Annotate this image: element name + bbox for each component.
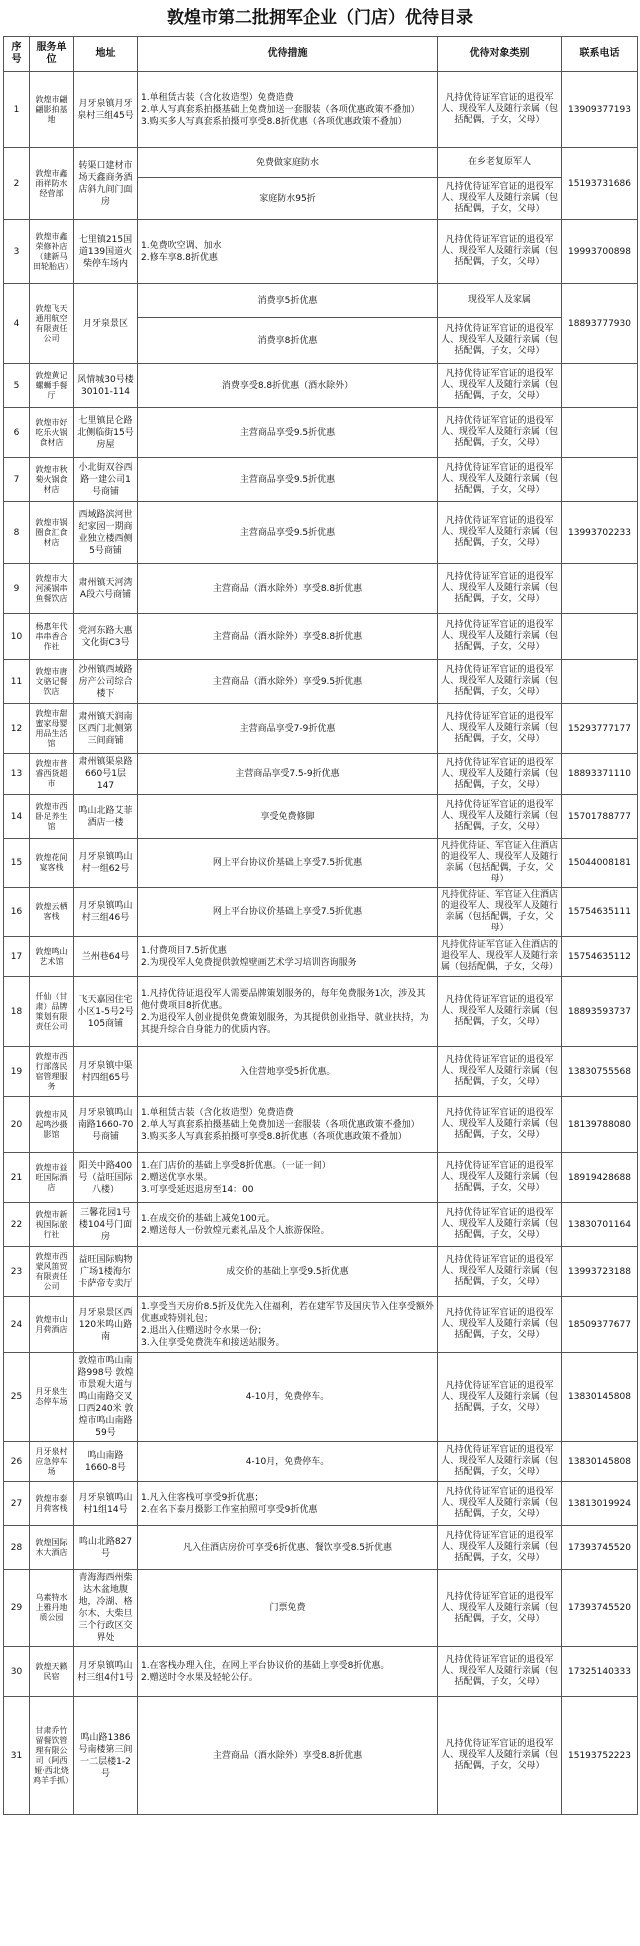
row-unit: 敦煌市西卧足养生馆: [30, 795, 74, 839]
table-row: [4, 220, 638, 284]
row-unit: 敦煌市西蒙风笛贸有限责任公司: [30, 1247, 74, 1297]
benefit-line: 主营商品（酒水除外）享受8.8折优惠: [212, 631, 363, 642]
row-benefits: [138, 704, 438, 754]
row-address: 益旺国际购物广场1楼海尔卡萨帝专卖厅: [74, 1247, 138, 1297]
table-row: [4, 1482, 638, 1526]
row-address: 沙州镇西域路房产公司综合楼下: [74, 660, 138, 704]
row-address: 肃州镇天河湾A段六号商铺: [74, 564, 138, 614]
table-row: [4, 1047, 638, 1097]
benefit-line: 主营商品享受9.5折优惠: [239, 427, 336, 438]
row-targets: 凡持优待证军官证的退役军人、现役军人及随行亲属（包括配偶，子女，父母）: [438, 1647, 562, 1697]
row-targets: 凡持优待证军官证的退役军人、现役军人及随行亲属（包括配偶，子女，父母）: [438, 1153, 562, 1203]
row-phone: 17325140333: [562, 1647, 638, 1697]
benefit-line: 2.为退役军人创业提供免费策划服务，为其提供创业指导、就业扶持，为其提升综合自身能力的优质内容。: [141, 1012, 429, 1035]
row-unit: 敦煌市普睿西货超市: [30, 754, 74, 795]
header-targets: 优待对象类别: [438, 37, 562, 72]
row-address: 三馨花园1号楼104号门面房: [74, 1203, 138, 1247]
row-address: 青海海西州柴达木盆地腹地，冷湖、格尔木、大柴旦三个行政区交界处: [74, 1570, 138, 1647]
row-unit: 敦煌市风起鸣沙摄影馆: [30, 1097, 74, 1153]
row-address: 阳关中路400号（益旺国际八楼）: [74, 1153, 138, 1203]
row-seq: 27: [4, 1482, 30, 1526]
benefit-line: 网上平台协议价基础上享受7.5折优惠: [212, 907, 363, 917]
row-benefits: [138, 839, 438, 888]
row-phone: 15044008181: [562, 839, 638, 888]
row-targets: 凡持优待证军官证的退役军人、现役军人及随行亲属（包括配偶，子女，父母）: [438, 1247, 562, 1297]
row-address: 肃州镇渠泉路660号1层147: [74, 754, 138, 795]
row-unit: 敦煌市好吃乐火锅食材店: [30, 408, 74, 458]
table-row: [4, 839, 638, 888]
row-targets: 凡持优待证军官证的退役军人、现役军人及随行亲属（包括配偶，子女，父母）: [438, 502, 562, 564]
benefit-line: 2.在名下泰月摄影工作室拍照可享受9折优惠: [141, 1504, 318, 1515]
row-phone: 17393745520: [562, 1526, 638, 1570]
benefit-line: 1.凡持优待证退役军人需要品牌策划服务的，每年免费服务1次，涉及其他付费项目8折优惠。: [141, 988, 426, 1011]
row-benefits: [138, 1697, 438, 1815]
row-benefits: [138, 1047, 438, 1097]
row-phone: 13830701164: [562, 1203, 638, 1247]
row-benefits: [138, 795, 438, 839]
row-benefits: [138, 364, 438, 408]
row-targets: 现役军人及家属: [438, 284, 562, 318]
benefit-line: 网上平台协议价基础上享受7.5折优惠: [212, 858, 363, 868]
row-targets: 凡持优待证军官证的退役军人、现役军人及随行亲属（包括配偶，子女，父母）: [438, 795, 562, 839]
row-targets: 凡持优待证军官证的退役军人、现役军人及随行亲属（包括配偶，子女，父母）: [438, 704, 562, 754]
benefit-line: 1.单租赁古装（含化妆造型）免费造费: [141, 1107, 294, 1118]
row-benefits: [138, 977, 438, 1047]
benefit-line: 消费享受8.8折优惠（酒水除外）: [221, 380, 354, 391]
row-unit: 敦煌市秋菊火锅食材店: [30, 458, 74, 502]
row-targets: 凡持优待证军官证的退役军人、现役军人及随行亲属（包括配偶，子女，父母）: [438, 1203, 562, 1247]
row-seq: 26: [4, 1442, 30, 1482]
row-targets: 凡持优待证军官证的退役军人、现役军人及随行亲属（包括配偶，子女，父母）: [438, 72, 562, 148]
row-address: 月牙泉镇鸣山南路1660-70号商铺: [74, 1097, 138, 1153]
benefit-line: 3.可享受延迟退房至14：00: [141, 1184, 254, 1195]
table-row: [4, 977, 638, 1047]
benefit-line: 成交价的基础上享受9.5折优惠: [226, 1266, 349, 1277]
row-address: 鸣山北路艾菲酒店一楼: [74, 795, 138, 839]
table-row: [4, 1442, 638, 1482]
row-unit: 敦煌黄记螺蛳手餐厅: [30, 364, 74, 408]
benefit-line: 凡入住酒店房价可享受6折优惠、餐饮享受8.5折优惠: [182, 1542, 393, 1553]
benefit-line: 4-10月，免费停车。: [245, 1456, 330, 1467]
row-seq: 5: [4, 364, 30, 408]
row-phone: 18893593737: [562, 977, 638, 1047]
table-row: [4, 72, 638, 148]
row-unit: 敦煌市鑫雨祥防水经营部: [30, 148, 74, 220]
row-phone: [562, 458, 638, 502]
benefit-line: 1.免费吹空调、加水: [141, 240, 222, 251]
row-targets: 凡持优待证军官证的退役军人、现役军人及随行亲属（包括配偶，子女，父母）: [438, 1570, 562, 1647]
row-address: 月牙泉镇月牙泉村三组45号: [74, 72, 138, 148]
row-seq: 21: [4, 1153, 30, 1203]
row-targets: 凡持优待证军官证的退役军人、现役军人及随行亲属（包括配偶，子女，父母）: [438, 564, 562, 614]
row-unit: 仟仙（甘肃）品牌策划有限责任公司: [30, 977, 74, 1047]
benefit-line: 主营商品（酒水除外）享受8.8折优惠: [212, 1750, 363, 1761]
header-unit: 服务单位: [30, 37, 74, 72]
row-unit: 敦煌鸣山艺术馆: [30, 937, 74, 977]
row-benefits: [138, 1647, 438, 1697]
row-seq: 6: [4, 408, 30, 458]
row-benefits: [138, 1442, 438, 1482]
row-phone: 13830145808: [562, 1442, 638, 1482]
row-benefits: [138, 1482, 438, 1526]
row-address: 七里镇昆仑路北侧临街15号房屋: [74, 408, 138, 458]
row-seq: 12: [4, 704, 30, 754]
row-address: 小北街双谷西路一建公司1号商铺: [74, 458, 138, 502]
row-seq: 1: [4, 72, 30, 148]
row-phone: [562, 364, 638, 408]
row-targets: 凡持优待证、军官证入住酒店的退役军人、现役军人及随行亲属（包括配偶，子女，父母）: [438, 839, 562, 888]
row-targets: 凡持优待证军官证的退役军人、现役军人及随行亲属（包括配偶，子女，父母）: [438, 977, 562, 1047]
row-seq: 29: [4, 1570, 30, 1647]
row-phone: 13993723188: [562, 1247, 638, 1297]
table-row: [4, 1247, 638, 1297]
row-benefits: [138, 220, 438, 284]
row-seq: 31: [4, 1697, 30, 1815]
row-phone: 18509377677: [562, 1297, 638, 1353]
row-targets: 凡持优待证军官证的退役军人、现役军人及随行亲属（包括配偶，子女，父母）: [438, 178, 562, 220]
table-row: [4, 614, 638, 660]
row-benefits: 消费享8折优惠: [138, 318, 438, 364]
row-address: 飞天嘉园住宅小区1-5号2号105商铺: [74, 977, 138, 1047]
table-row: [4, 458, 638, 502]
benefit-line: 2.退出入住赠送时令水果一份；: [141, 1325, 267, 1336]
row-phone: 18893371110: [562, 754, 638, 795]
row-targets: 凡持优待证军官证的退役军人、现役军人及随行亲属（包括配偶，子女，父母）: [438, 1442, 562, 1482]
row-benefits: [138, 502, 438, 564]
row-phone: [562, 408, 638, 458]
row-address: 月牙泉景区西120米鸣山路南: [74, 1297, 138, 1353]
row-benefits: 消费享5折优惠: [138, 284, 438, 318]
header-benefits: 优待措施: [138, 37, 438, 72]
benefit-line: 享受免费修脚: [260, 811, 315, 822]
row-targets: 凡持优待证军官证的退役军人、现役军人及随行亲属（包括配偶，子女，父母）: [438, 458, 562, 502]
row-seq: 10: [4, 614, 30, 660]
row-phone: 15193731686: [562, 148, 638, 220]
row-phone: 18919428688: [562, 1153, 638, 1203]
row-phone: 15754635112: [562, 937, 638, 977]
row-address: 七里镇215国道139国道火柴停车场内: [74, 220, 138, 284]
row-unit: 月牙泉村应急停车场: [30, 1442, 74, 1482]
row-address: 敦煌市鸣山南路998号 敦煌市景观大道与鸣山南路交叉口西240米 敦煌市鸣山南路59号: [74, 1353, 138, 1442]
row-address: 月牙泉镇鸣山村三组46号: [74, 888, 138, 937]
benefit-line: 主营商品享受7-9折优惠: [239, 723, 336, 734]
benefit-line: 2.赠送每人一份敦煌元素礼品及个人旅游保险。: [141, 1225, 330, 1236]
row-benefits: [138, 1297, 438, 1353]
benefit-line: 门票免费: [269, 1603, 306, 1613]
row-targets: 凡持优待证军官证的退役军人、现役军人及随行亲属（包括配偶，子女，父母）: [438, 364, 562, 408]
row-phone: 18893777930: [562, 284, 638, 364]
table-row: [4, 1097, 638, 1153]
table-row: [4, 937, 638, 977]
row-targets: 凡持优待证军官证的退役军人、现役军人及随行亲属（包括配偶，子女，父母）: [438, 1047, 562, 1097]
table-row: [4, 1297, 638, 1353]
row-seq: 2: [4, 148, 30, 220]
benefit-line: 主营商品（酒水除外）享受9.5折优惠: [212, 676, 363, 687]
benefit-line: 1.享受当天房价8.5折及优先入住福利，若在建军节及国庆节入住享受额外优惠或特别礼包；: [141, 1301, 434, 1324]
benefit-line: 2.赠送优享水果。: [141, 1172, 213, 1183]
row-address: 转渠口建材市场天鑫商务酒店斜九间门面房: [74, 148, 138, 220]
row-seq: 13: [4, 754, 30, 795]
row-address: 鸣山北路827号: [74, 1526, 138, 1570]
row-phone: 13993702233: [562, 502, 638, 564]
row-unit: 杨惠年代串串香合作社: [30, 614, 74, 660]
header-seq: 序号: [4, 37, 30, 72]
row-seq: 14: [4, 795, 30, 839]
row-seq: 4: [4, 284, 30, 364]
row-address: 月牙泉镇鸣山村三组4付1号: [74, 1647, 138, 1697]
row-benefits: [138, 1247, 438, 1297]
row-address: 兰州巷64号: [74, 937, 138, 977]
row-targets: 凡持优待证军官证的退役军人、现役军人及随行亲属（包括配偶，子女，父母）: [438, 408, 562, 458]
benefit-line: 主营商品享受9.5折优惠: [239, 527, 336, 538]
row-phone: 13909377193: [562, 72, 638, 148]
row-benefits: [138, 564, 438, 614]
row-address: 鸣山南路1660-8号: [74, 1442, 138, 1482]
benefit-line: 1.在客栈办理入住，在网上平台协议价的基础上享受8折优惠。: [141, 1660, 390, 1671]
row-seq: 9: [4, 564, 30, 614]
row-unit: 乌素特水上雅丹地质公园: [30, 1570, 74, 1647]
row-targets: 凡持优待证军官证的退役军人、现役军人及随行亲属（包括配偶，子女，父母）: [438, 1697, 562, 1815]
table-row: [4, 1570, 638, 1647]
table-row: [4, 148, 638, 178]
table-row: [4, 795, 638, 839]
row-benefits: [138, 72, 438, 148]
row-seq: 20: [4, 1097, 30, 1153]
row-unit: 敦煌市唐文骆记餐饮店: [30, 660, 74, 704]
row-seq: 11: [4, 660, 30, 704]
row-seq: 17: [4, 937, 30, 977]
row-unit: 敦煌市泰月荷客栈: [30, 1482, 74, 1526]
row-targets: 凡持优待证军官证的退役军人、现役军人及随行亲属（包括配偶，子女，父母）: [438, 1353, 562, 1442]
row-unit: 敦煌天籁民宿: [30, 1647, 74, 1697]
row-unit: 敦煌飞天通用航空有限责任公司: [30, 284, 74, 364]
row-seq: 8: [4, 502, 30, 564]
benefit-line: 4-10月，免费停车。: [245, 1392, 330, 1402]
row-targets: 凡持优待证军官证的退役军人、现役军人及随行亲属（包括配偶，子女，父母）: [438, 1526, 562, 1570]
row-benefits: [138, 1097, 438, 1153]
table-row: [4, 408, 638, 458]
row-unit: 敦煌市新视国际旅行社: [30, 1203, 74, 1247]
row-benefits: [138, 1570, 438, 1647]
row-seq: 18: [4, 977, 30, 1047]
table-row: [4, 888, 638, 937]
table-row: [4, 564, 638, 614]
row-benefits: [138, 458, 438, 502]
benefit-line: 1.在门店价的基础上享受8折优惠。（一证一间）: [141, 1160, 331, 1171]
row-phone: 15193752223: [562, 1697, 638, 1815]
row-address: 西域路滨河世纪家园一期商业独立楼西侧5号商铺: [74, 502, 138, 564]
header-phone: 联系电话: [562, 37, 638, 72]
row-address: 风情城30号楼30101-114: [74, 364, 138, 408]
table-row: [4, 364, 638, 408]
row-seq: 7: [4, 458, 30, 502]
row-benefits: [138, 1203, 438, 1247]
row-targets: 凡持优待证军官证的退役军人、现役军人及随行亲属（包括配偶，子女，父母）: [438, 318, 562, 364]
row-unit: 敦煌市西行部落民宿管理服务: [30, 1047, 74, 1097]
table-row: [4, 1153, 638, 1203]
row-targets: 凡持优待证军官证的退役军人、现役军人及随行亲属（包括配偶，子女，父母）: [438, 220, 562, 284]
row-seq: 24: [4, 1297, 30, 1353]
row-phone: 15754635111: [562, 888, 638, 937]
row-unit: 敦煌市山月荷酒店: [30, 1297, 74, 1353]
row-phone: [562, 614, 638, 660]
row-targets: 凡持优待证军官证的退役军人、现役军人及随行亲属（包括配偶，子女，父母）: [438, 614, 562, 660]
row-phone: 13813019924: [562, 1482, 638, 1526]
row-benefits: [138, 754, 438, 795]
row-phone: 15293777177: [562, 704, 638, 754]
row-targets: 凡持优待证军官证入住酒店的退役军人、现役军人及随行亲属（包括配偶，子女，父母）: [438, 937, 562, 977]
row-unit: 甘肃乔竹留餐饮管理有限公司（阿西娅·西北烧鸡羊手抓）: [30, 1697, 74, 1815]
table-header-row: [4, 37, 638, 72]
row-unit: 敦煌市翩翩影拍基地: [30, 72, 74, 148]
row-phone: [562, 660, 638, 704]
benefit-line: 3.购买多人写真套系拍摄可享受8.8折优惠（各项优惠政策不叠加）: [141, 1131, 407, 1142]
row-targets: 凡持优待证军官证的退役军人、现役军人及随行亲属（包括配偶，子女，父母）: [438, 1297, 562, 1353]
row-targets: 凡持优待证军官证的退役军人、现役军人及随行亲属（包括配偶，子女，父母）: [438, 660, 562, 704]
row-unit: 敦煌市大河溪锅串鱼餐饮店: [30, 564, 74, 614]
row-benefits: [138, 937, 438, 977]
benefit-line: 1.单租赁古装（含化妆造型）免费造费: [141, 92, 294, 103]
row-seq: 19: [4, 1047, 30, 1097]
row-unit: 敦煌云栖客栈: [30, 888, 74, 937]
row-phone: [562, 564, 638, 614]
row-targets: 凡持优待证军官证的退役军人、现役军人及随行亲属（包括配偶，子女，父母）: [438, 754, 562, 795]
row-targets: 凡持优待证军官证的退役军人、现役军人及随行亲属（包括配偶，子女，父母）: [438, 1482, 562, 1526]
benefit-line: 1.凡入住客栈可享受9折优惠；: [141, 1492, 264, 1503]
table-row: [4, 1647, 638, 1697]
header-address: 地址: [74, 37, 138, 72]
row-benefits: 免费做家庭防水: [138, 148, 438, 178]
row-unit: 敦煌市甜蜜家母婴用品生活馆: [30, 704, 74, 754]
row-targets: 凡持优待证、军官证入住酒店的退役军人、现役军人及随行亲属（包括配偶，子女，父母）: [438, 888, 562, 937]
benefit-line: 主营商品享受9.5折优惠: [239, 474, 336, 485]
row-address: 鸣山路1386号南楼第三间一二层楼1-2号: [74, 1697, 138, 1815]
table-row: [4, 1353, 638, 1442]
benefit-line: 主营商品享受7.5-9折优惠: [235, 769, 340, 779]
benefit-line: 2.赠送时令水果及轻轮公仔。: [141, 1672, 258, 1683]
row-seq: 28: [4, 1526, 30, 1570]
benefit-line: 入住营地享受5折优惠。: [239, 1066, 336, 1077]
row-address: 党河东路大惠文化街C3号: [74, 614, 138, 660]
row-seq: 16: [4, 888, 30, 937]
row-unit: 月牙泉生态停车场: [30, 1353, 74, 1442]
row-unit: 敦煌市益旺国际酒店: [30, 1153, 74, 1203]
benefit-line: 2.单人写真套系拍摄基础上免费加送一套服装（各项优惠政策不叠加）: [141, 104, 420, 115]
row-benefits: [138, 1353, 438, 1442]
benefit-line: 3.购买多人写真套系拍摄可享受8.8折优惠（各项优惠政策不叠加）: [141, 116, 407, 127]
row-benefits: [138, 888, 438, 937]
row-seq: 25: [4, 1353, 30, 1442]
row-phone: 19993700898: [562, 220, 638, 284]
row-address: 月牙泉镇鸣山村1组14号: [74, 1482, 138, 1526]
row-targets: 凡持优待证军官证的退役军人、现役军人及随行亲属（包括配偶，子女，父母）: [438, 1097, 562, 1153]
table-row: [4, 1526, 638, 1570]
row-phone: 18139788080: [562, 1097, 638, 1153]
row-benefits: [138, 408, 438, 458]
table-row: [4, 660, 638, 704]
table-row: [4, 754, 638, 795]
row-phone: 13830145808: [562, 1353, 638, 1442]
benefit-line: 主营商品（酒水除外）享受8.8折优惠: [212, 583, 363, 594]
table-row: [4, 1203, 638, 1247]
benefit-line: 2.修车享8.8折优惠: [141, 252, 218, 263]
table-row: [4, 704, 638, 754]
row-phone: 17393745520: [562, 1570, 638, 1647]
benefit-line: 2.为现役军人免费提供敦煌壁画艺术学习培训咨询服务: [141, 957, 357, 968]
row-seq: 3: [4, 220, 30, 284]
row-benefits: 家庭防水95折: [138, 178, 438, 220]
benefit-line: 2.单人写真套系拍摄基础上免费加送一套服装（各项优惠政策不叠加）: [141, 1119, 420, 1130]
row-benefits: [138, 1526, 438, 1570]
row-address: 肃州镇天润南区西门北侧第三间商铺: [74, 704, 138, 754]
row-unit: 敦煌市锅圈食汇食材店: [30, 502, 74, 564]
page-title: 敦煌市第二批拥军企业（门店）优待目录: [167, 8, 473, 28]
row-targets: 在乡老复原军人: [438, 148, 562, 178]
row-phone: 15701788777: [562, 795, 638, 839]
table-row: [4, 502, 638, 564]
row-unit: 敦煌花间宴客栈: [30, 839, 74, 888]
row-seq: 22: [4, 1203, 30, 1247]
row-benefits: [138, 1153, 438, 1203]
row-address: 月牙泉镇中渠村四组65号: [74, 1047, 138, 1097]
row-seq: 23: [4, 1247, 30, 1297]
row-benefits: [138, 614, 438, 660]
row-address: 月牙泉景区: [74, 284, 138, 364]
benefit-line: 3.入住享受免费洗车和接送站服务。: [141, 1337, 285, 1348]
row-seq: 30: [4, 1647, 30, 1697]
table-row: [4, 284, 638, 318]
row-unit: 敦煌市鑫荣修补店（建新马田轮胎店）: [30, 220, 74, 284]
row-unit: 敦煌国际木大酒店: [30, 1526, 74, 1570]
row-benefits: [138, 660, 438, 704]
benefit-line: 1.在成交价的基础上减免100元。: [141, 1213, 275, 1224]
benefits-table: [3, 36, 638, 1815]
row-phone: 13830755568: [562, 1047, 638, 1097]
benefit-line: 1.付费项目7.5折优惠: [141, 945, 227, 956]
row-address: 月牙泉镇鸣山村一组62号: [74, 839, 138, 888]
row-seq: 15: [4, 839, 30, 888]
table-body: [4, 72, 638, 1815]
table-row: [4, 1697, 638, 1815]
